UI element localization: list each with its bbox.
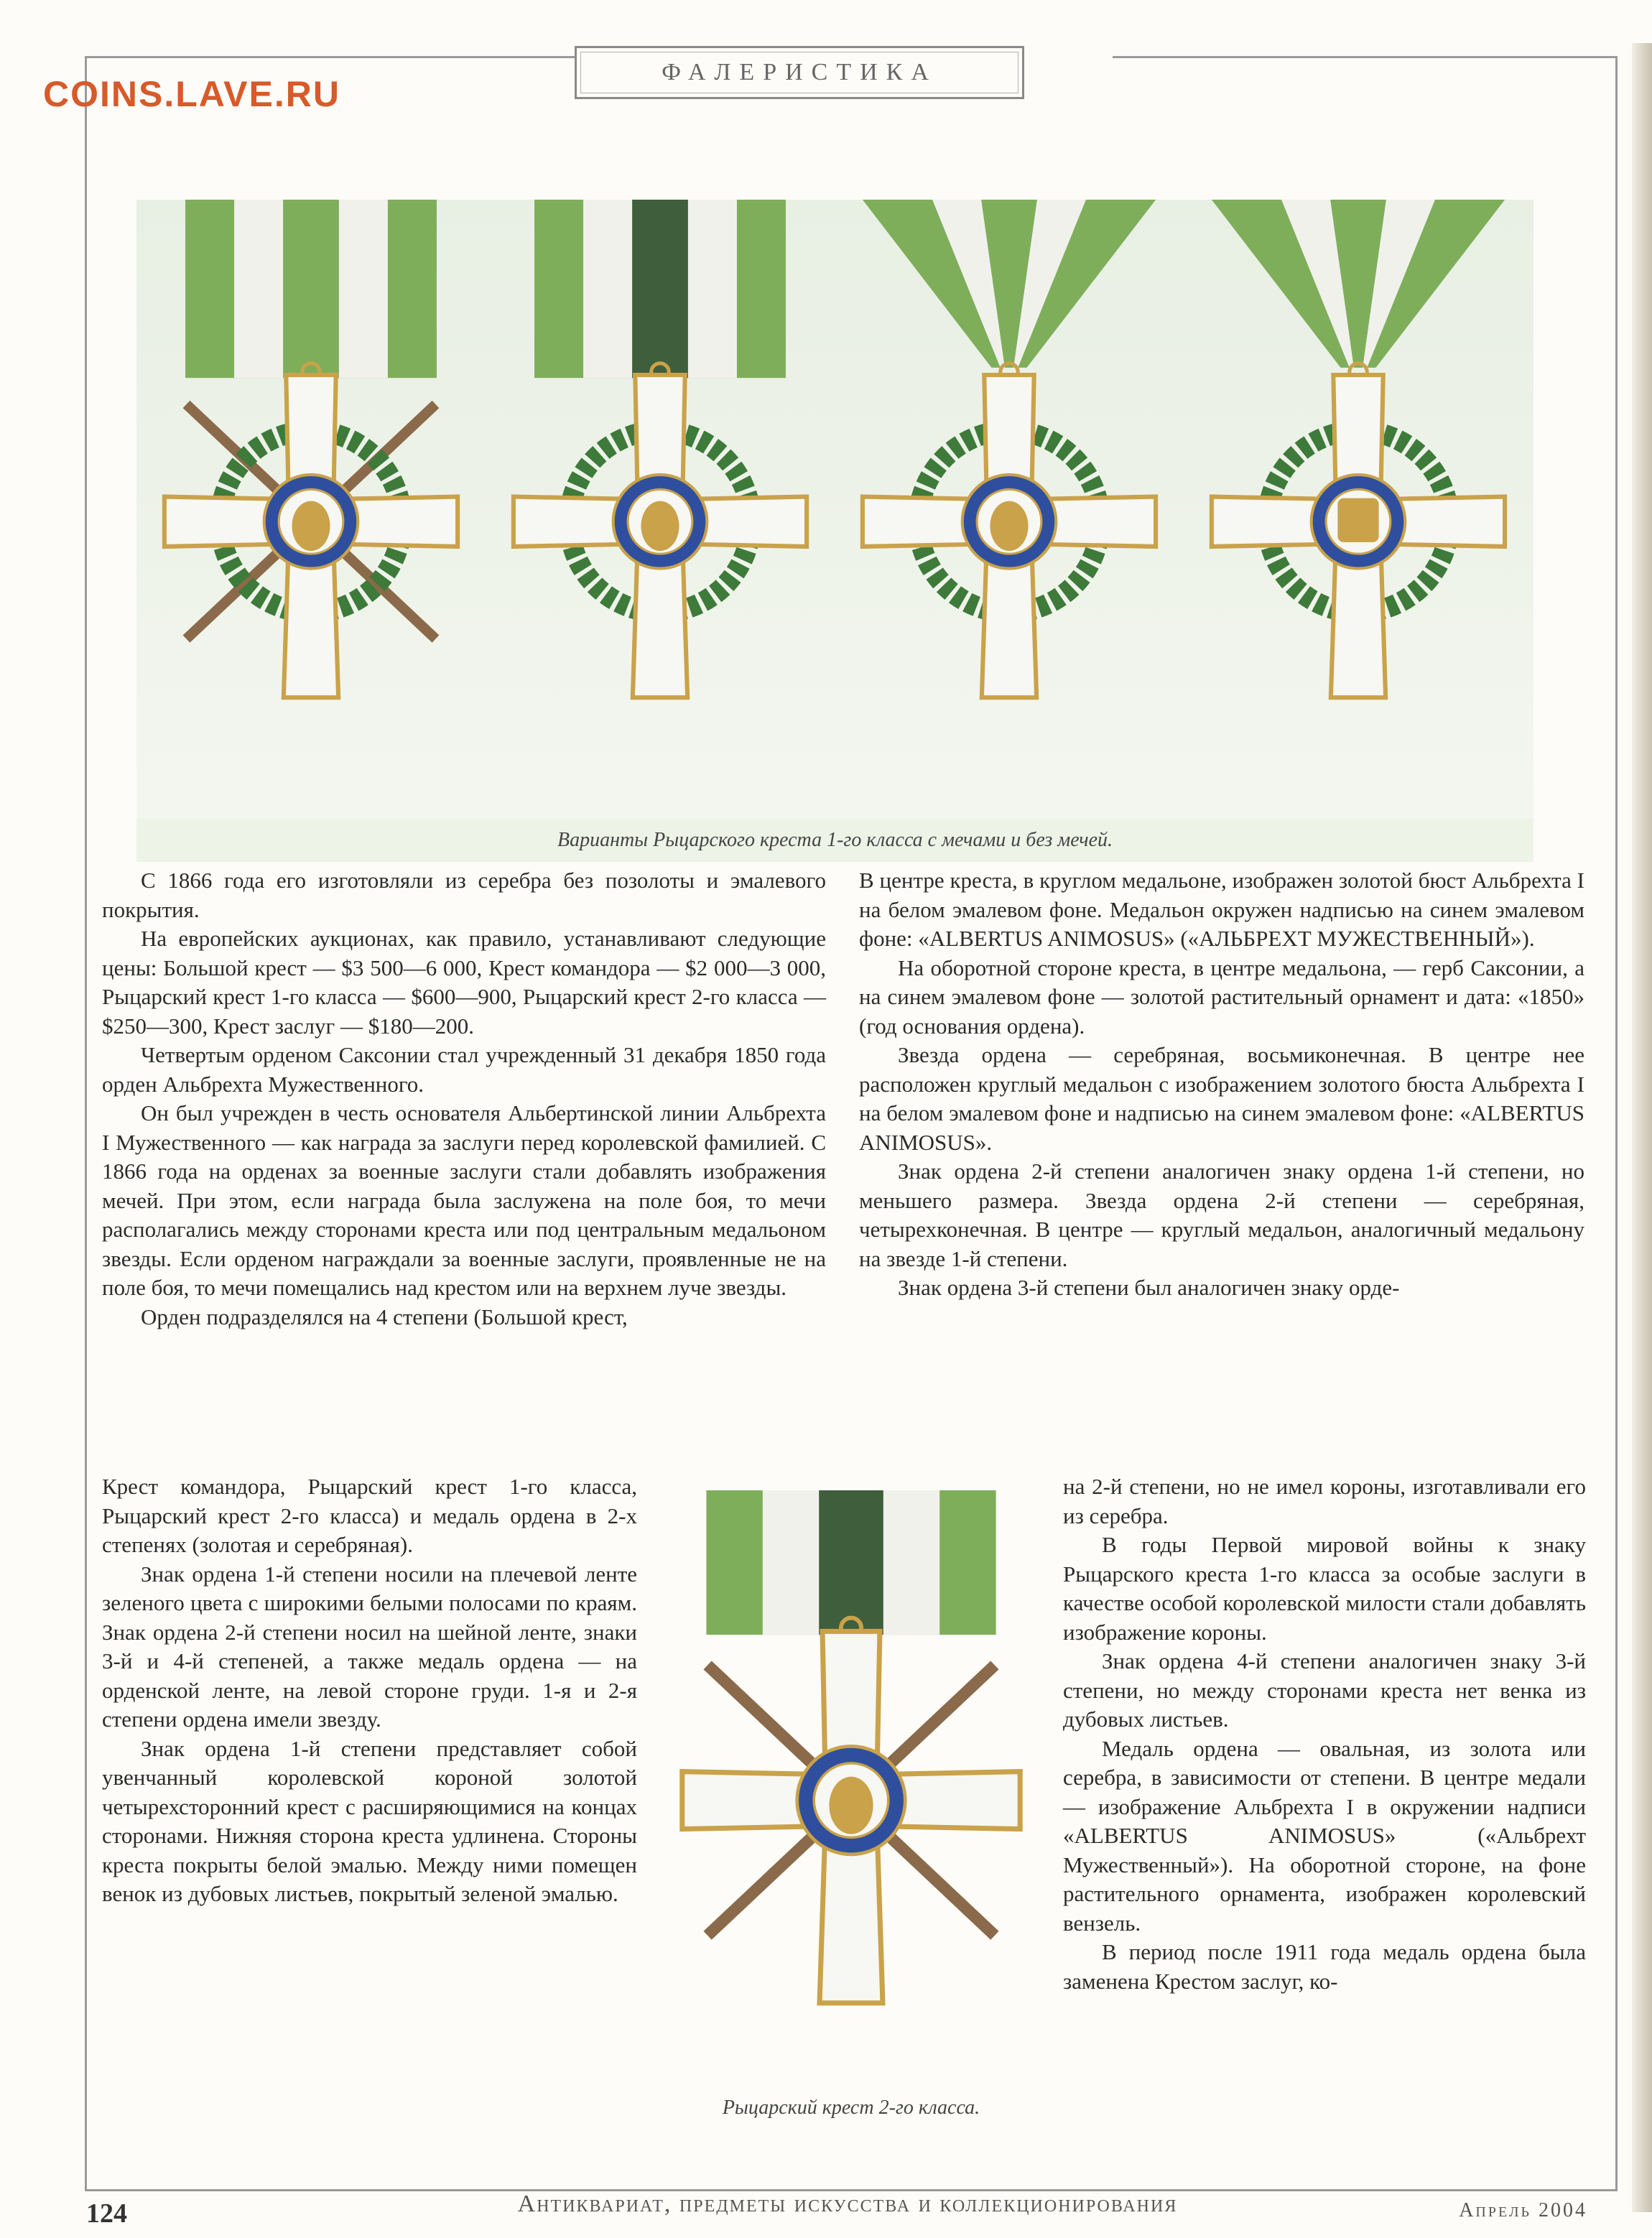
paragraph: В период после 1911 года медаль ордена была заменена Крестом заслуг, ко-	[1063, 1939, 1586, 1994]
paragraph: Четвертым орденом Саксонии стал учрежденный 31 декабря 1850 года орден Альбрехта Мужественного.	[102, 1042, 826, 1097]
order-cross-image	[835, 200, 1184, 819]
medal-photo-4	[1184, 200, 1533, 819]
paragraph: На европейских аукционах, как правило, устанавливают следующие цены: Большой крест — $3 500—6 000, Крест командора — $2 000—3 000, Рыцарский крест 1-го класса — $600—900, Рыцарский крест 2-го класса — $250—300, Крест заслуг — $180—200.	[102, 926, 826, 1039]
order-cross-image	[136, 200, 486, 819]
top-photo-band	[136, 200, 1533, 819]
inset-photo-caption: Рыцарский крест 2-го класса.	[722, 2097, 980, 2119]
paragraph: на 2-й степени, но не имел короны, изготавливали его из серебра.	[1063, 1474, 1586, 1528]
paragraph: Крест командора, Рыцарский крест 1-го класса, Рыцарский крест 2-го класса) и медаль ордена в 2-х степенях (золотая и серебряная).	[102, 1474, 637, 1557]
paragraph: На оборотной стороне креста, в центре медальона, — герб Саксонии, а на синем эмалевом фоне — золотой растительный орнамент и дата: «1850» (год основания ордена).	[859, 955, 1584, 1039]
paragraph: Медаль ордена — овальная, из золота или серебра, в зависимости от степени. В центре медали — изображение Альбрехта I в окружении надписи «ALBERTUS ANIMOSUS» («Альбрехт Мужественный»). На оборотной стороне, на фоне растительного орнамента, изображен королевский вензель.	[1063, 1735, 1586, 1936]
magazine-title: Антиквариат, предметы искусства и коллекционирования	[517, 2191, 1178, 2217]
bottom-right-column	[1063, 1472, 1586, 1996]
paragraph: Звезда ордена — серебряная, восьмиконечная. В центре нее расположен круглый медальон с изображением золотого бюста Альбрехта I на белом эмалевом фоне и надписью на синем эмалевом фоне: «ALBERTUS ANIMOSUS».	[859, 1042, 1584, 1155]
paragraph: Он был учрежден в честь основателя Альбертинской линии Альбрехта I Мужественного — как награда за заслуги перед королевской фамилией. С 1866 года на орденах за военные заслуги стали добавлять изображения мечей. При этом, если награда была заслужена на поле боя, то мечи располагались между сторонами креста или под центральным медальоном звезды. Если орденом награждали за военные заслуги, проявленные не на поле боя, то мечи помещались над крестом или на верхнем луче звезды.	[102, 1100, 826, 1300]
paragraph: Орден подразделялся на 4 степени (Большой крест,	[141, 1304, 628, 1329]
section-title: ФАЛЕРИСТИКА	[662, 59, 937, 85]
section-header	[575, 46, 1024, 99]
paragraph: Знак ордена 4-й степени аналогичен знаку 3-й степени, но между сторонами креста нет венка из дубовых листьев.	[1063, 1648, 1586, 1732]
top-photo-caption: Варианты Рыцарского креста 1-го класса с мечами и без мечей.	[136, 819, 1533, 862]
paragraph: Знак ордена 1-й степени представляет собой увенчанный королевской короной золотой четырехсторонний крест с расширяющимися на концах сторонами. Нижняя сторона креста удлинена. Стороны креста покрыты белой эмалью. Между ними помещен венок из дубовых листьев, покрытый зеленой эмалью.	[102, 1735, 637, 1906]
issue-date: Апрель 2004	[1459, 2199, 1587, 2221]
order-cross-image	[486, 200, 835, 819]
paragraph: Знак ордена 3-й степени был аналогичен знаку орде-	[898, 1275, 1400, 1300]
paragraph: Знак ордена 2-й степени аналогичен знаку ордена 1-й степени, но меньшего размера. Звезда ордена 2-й степени — серебряная, четырехконечная. В центре — круглый медальон, аналогичный медальону на звезде 1-й степени.	[859, 1159, 1584, 1271]
inset-medal-image	[650, 1490, 1052, 2086]
order-cross-image	[1184, 200, 1533, 819]
scan-page-edge	[1632, 43, 1652, 2212]
paragraph: С 1866 года его изготовляли из серебра без позолоты и эмалевого покрытия.	[102, 868, 826, 922]
paragraph: В центре креста, в круглом медальоне, изображен золотой бюст Альбрехта I на белом эмалевом фоне. Медальон окружен надписью на синем эмалевом фоне: «ALBERTUS ANIMOSUS» («АЛЬБРЕХТ МУЖЕСТВЕННЫЙ»).	[859, 868, 1584, 951]
watermark: COINS.LAVE.RU	[43, 74, 340, 114]
medal-photo-2	[486, 200, 835, 819]
page-number: 124	[86, 2198, 127, 2229]
paragraph: Знак ордена 1-й степени носили на плечевой ленте зеленого цвета с широкими белыми полосами по краям. Знак ордена 2-й степени носил на шейной ленте, знаки 3-й и 4-й степеней, а также медаль ордена — на орденской ленте, на левой стороне груди. 1-я и 2-я степени ордена имели звезду.	[102, 1561, 637, 1732]
bottom-left-column	[102, 1472, 637, 1909]
order-cross-image	[650, 1490, 1052, 2086]
inset-medal-photo	[650, 1490, 1052, 2130]
left-column	[102, 866, 826, 1332]
medal-photo-3	[835, 200, 1184, 819]
paragraph: В годы Первой мировой войны к знаку Рыцарского креста 1-го класса за особые заслуги в качестве особой королевской милости стали добавлять изображение короны.	[1063, 1532, 1586, 1645]
right-column	[859, 866, 1584, 1303]
medal-photo-1	[136, 200, 486, 819]
